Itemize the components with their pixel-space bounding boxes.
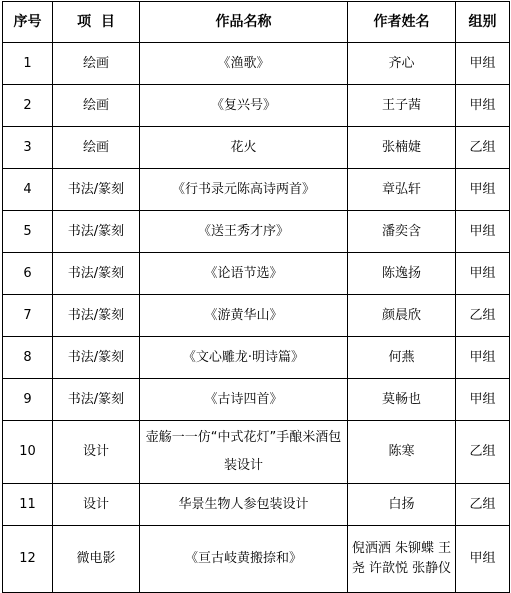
cell-author: 齐心	[348, 43, 456, 85]
cell-group: 甲组	[456, 211, 510, 253]
cell-category: 绘画	[53, 85, 140, 127]
cell-group: 甲组	[456, 85, 510, 127]
cell-category: 绘画	[53, 43, 140, 85]
cell-index: 11	[3, 484, 53, 526]
header-author: 作者姓名	[348, 2, 456, 43]
cell-group: 甲组	[456, 253, 510, 295]
table-row	[3, 169, 510, 211]
cell-author: 潘奕含	[348, 211, 456, 253]
cell-author: 倪洒洒 朱铆蝶 王尧 许歆悦 张静仪	[348, 526, 456, 593]
header-work: 作品名称	[140, 2, 348, 43]
works-table	[2, 1, 510, 593]
cell-index: 3	[3, 127, 53, 169]
cell-index: 9	[3, 379, 53, 421]
cell-work: 华景生物人参包装设计	[140, 484, 348, 526]
cell-index: 6	[3, 253, 53, 295]
table-row	[3, 484, 510, 526]
cell-author: 白扬	[348, 484, 456, 526]
cell-work: 花火	[140, 127, 348, 169]
cell-author: 王子茜	[348, 85, 456, 127]
cell-work: 《亘古岐黄搬捺和》	[140, 526, 348, 593]
cell-index: 5	[3, 211, 53, 253]
cell-work: 《游黄华山》	[140, 295, 348, 337]
table-row	[3, 211, 510, 253]
cell-work: 《复兴号》	[140, 85, 348, 127]
cell-work: 《行书录元陈高诗两首》	[140, 169, 348, 211]
cell-category: 书法/篆刻	[53, 253, 140, 295]
cell-author: 何燕	[348, 337, 456, 379]
cell-group: 甲组	[456, 169, 510, 211]
cell-group: 甲组	[456, 43, 510, 85]
cell-work: 《论语节选》	[140, 253, 348, 295]
table-row	[3, 85, 510, 127]
cell-group: 甲组	[456, 337, 510, 379]
cell-category: 绘画	[53, 127, 140, 169]
table-row	[3, 421, 510, 484]
header-index: 序号	[3, 2, 53, 43]
cell-author: 莫畅也	[348, 379, 456, 421]
cell-index: 7	[3, 295, 53, 337]
cell-category: 设计	[53, 484, 140, 526]
cell-work: 《文心雕龙·明诗篇》	[140, 337, 348, 379]
cell-index: 4	[3, 169, 53, 211]
header-category: 项 目	[53, 2, 140, 43]
header-row	[3, 2, 510, 43]
cell-group: 乙组	[456, 127, 510, 169]
cell-index: 2	[3, 85, 53, 127]
table-row	[3, 253, 510, 295]
cell-category: 微电影	[53, 526, 140, 593]
cell-category: 书法/篆刻	[53, 295, 140, 337]
cell-group: 甲组	[456, 526, 510, 593]
cell-group: 乙组	[456, 484, 510, 526]
cell-index: 10	[3, 421, 53, 484]
table-row	[3, 295, 510, 337]
cell-category: 设计	[53, 421, 140, 484]
cell-group: 乙组	[456, 295, 510, 337]
cell-author: 陈逸扬	[348, 253, 456, 295]
table-row	[3, 526, 510, 593]
table-row	[3, 337, 510, 379]
cell-author: 颜晨欣	[348, 295, 456, 337]
cell-index: 8	[3, 337, 53, 379]
cell-author: 陈寒	[348, 421, 456, 484]
cell-work: 《送王秀才序》	[140, 211, 348, 253]
cell-work: 壶觞一一仿“中式花灯”手酿米酒包装设计	[140, 421, 348, 484]
cell-group: 甲组	[456, 379, 510, 421]
cell-category: 书法/篆刻	[53, 211, 140, 253]
cell-author: 章弘轩	[348, 169, 456, 211]
table-row	[3, 127, 510, 169]
header-group: 组别	[456, 2, 510, 43]
cell-work: 《渔歌》	[140, 43, 348, 85]
cell-category: 书法/篆刻	[53, 379, 140, 421]
cell-index: 12	[3, 526, 53, 593]
cell-index: 1	[3, 43, 53, 85]
cell-category: 书法/篆刻	[53, 169, 140, 211]
cell-category: 书法/篆刻	[53, 337, 140, 379]
cell-work: 《古诗四首》	[140, 379, 348, 421]
cell-group: 乙组	[456, 421, 510, 484]
cell-author: 张楠婕	[348, 127, 456, 169]
table-row	[3, 379, 510, 421]
table-row	[3, 43, 510, 85]
